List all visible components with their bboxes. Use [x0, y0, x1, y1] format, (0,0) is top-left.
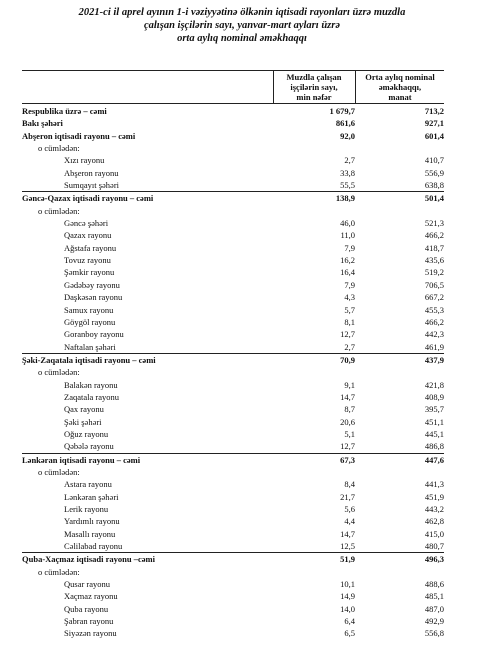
row-label: Siyəzən rayonu [64, 628, 117, 639]
column-header-salary [356, 72, 444, 102]
header-line: əməkhaqqı, [378, 82, 422, 92]
employees-value: 4,3 [344, 292, 355, 303]
salary-value: 927,1 [424, 118, 444, 129]
salary-value: 556,8 [424, 628, 444, 639]
employees-value: 7,9 [344, 279, 355, 290]
employees-value: 8,7 [344, 404, 355, 415]
table-row [22, 130, 444, 142]
row-label: Samux rayonu [64, 304, 114, 315]
table-row [22, 191, 444, 204]
row-label: o cümlədən: [38, 566, 80, 577]
salary-value: 435,6 [424, 255, 444, 266]
column-header-employees [274, 72, 354, 102]
row-label: Qəbələ rayonu [64, 441, 114, 452]
employees-value: 16,4 [340, 267, 355, 278]
employees-value: 5,7 [344, 304, 355, 315]
employees-value: 5,1 [344, 428, 355, 439]
employees-value: 5,6 [344, 504, 355, 514]
salary-value: 442,3 [424, 329, 444, 340]
salary-value: 462,8 [424, 516, 444, 527]
employees-value: 92,0 [340, 130, 355, 141]
salary-value: 488,6 [424, 579, 444, 590]
table-row [22, 515, 444, 527]
row-label: Cəlilabad rayonu [64, 541, 123, 552]
employees-value: 67,3 [340, 454, 355, 465]
salary-value: 455,3 [424, 304, 444, 315]
row-label: Goranboy rayonu [64, 329, 124, 340]
table-row [22, 217, 444, 229]
employees-value: 2,7 [344, 155, 355, 166]
employees-value: 16,2 [340, 255, 355, 266]
row-label: Ağstafa rayonu [64, 242, 117, 253]
employees-value: 14,7 [340, 528, 355, 539]
table-row [22, 105, 444, 117]
salary-value: 415,0 [424, 528, 444, 539]
salary-value: 445,1 [424, 428, 444, 439]
salary-value: 408,9 [424, 391, 444, 402]
salary-value: 486,8 [424, 441, 444, 452]
header-line: min nəfər [296, 92, 332, 102]
row-label: o cümlədən: [38, 205, 80, 216]
table-row [22, 179, 444, 191]
table-row [22, 304, 444, 316]
table-row [22, 254, 444, 266]
table-row [22, 391, 444, 403]
employees-value: 14,7 [340, 391, 355, 402]
employees-value: 138,9 [335, 193, 355, 204]
row-label: Lənkəran iqtisadi rayonu – cəmi [22, 454, 141, 465]
row-label: Abşeron iqtisadi rayonu – cəmi [22, 130, 136, 141]
table-row [22, 528, 444, 540]
table-row [22, 154, 444, 166]
table-row [22, 603, 444, 615]
table-row [22, 403, 444, 415]
salary-value: 451,1 [424, 416, 444, 427]
row-label: Naftalan şəhəri [64, 341, 116, 352]
employees-value: 1 679,7 [329, 106, 355, 116]
employees-value: 4,4 [344, 516, 355, 527]
table-row [22, 566, 444, 578]
table-row [22, 117, 444, 129]
row-label: Sumqayıt şəhəri [64, 180, 120, 191]
table-row [22, 552, 444, 565]
employees-value: 12,5 [340, 541, 355, 552]
employees-value: 12,7 [340, 441, 355, 452]
row-label: Göygöl rayonu [64, 316, 116, 327]
salary-value: 501,4 [424, 193, 444, 204]
employees-value: 33,8 [340, 167, 355, 178]
table-row [22, 379, 444, 391]
employees-value: 11,0 [340, 230, 355, 241]
salary-value: 480,7 [424, 541, 444, 552]
salary-value: 451,9 [424, 491, 444, 502]
employees-value: 14,9 [340, 591, 355, 602]
salary-value: 447,6 [424, 454, 444, 465]
employees-value: 861,6 [335, 118, 355, 129]
employees-value: 70,9 [340, 354, 355, 365]
row-label: Şəki şəhəri [64, 416, 102, 427]
row-label: Qusar rayonu [64, 579, 111, 590]
header-line: Orta aylıq nominal [365, 72, 435, 82]
row-label: Abşeron rayonu [64, 167, 119, 178]
row-label: o cümlədən: [38, 143, 80, 154]
salary-value: 466,2 [424, 230, 444, 241]
row-label: Respublika üzrə – cəmi [22, 106, 107, 116]
row-label: Şəmkir rayonu [64, 267, 115, 278]
table-row [22, 229, 444, 241]
table-row [22, 341, 444, 353]
salary-value: 443,2 [424, 504, 444, 514]
table-row [22, 205, 444, 217]
table-row [22, 503, 444, 515]
employees-value: 12,7 [340, 329, 355, 340]
title-line: orta aylıq nominal əməkhaqqı [177, 33, 307, 44]
header-line: Muzdla çalışan [286, 72, 342, 82]
employees-value: 9,1 [344, 379, 355, 390]
table-row [22, 279, 444, 291]
table-row [22, 416, 444, 428]
salary-value: 421,8 [424, 379, 444, 390]
row-label: Şabran rayonu [64, 616, 114, 627]
row-label: Gəncə-Qazax iqtisadi rayonu – cəmi [22, 193, 154, 204]
row-label: Lənkəran şəhəri [64, 491, 119, 502]
row-label: Qazax rayonu [64, 230, 112, 241]
table-title [0, 6, 484, 45]
salary-value: 461,9 [424, 341, 444, 352]
row-label: Oğuz rayonu [64, 428, 109, 439]
salary-value: 519,2 [424, 267, 444, 278]
salary-value: 556,9 [424, 167, 444, 178]
table-row [22, 266, 444, 278]
row-label: Xaçmaz rayonu [64, 591, 118, 602]
employees-value: 7,9 [344, 242, 355, 253]
salary-value: 667,2 [424, 292, 444, 303]
salary-value: 466,2 [424, 316, 444, 327]
employees-value: 21,7 [340, 491, 355, 502]
salary-value: 601,4 [424, 130, 444, 141]
title-line: 2021-ci il aprel ayının 1-i vəziyyətinə ölkənin iqtisadi rayonları üzrə muzdla [78, 7, 406, 18]
salary-value: 441,3 [424, 479, 444, 490]
table-row [22, 453, 444, 466]
row-label: o cümlədən: [38, 466, 80, 477]
table-row [22, 291, 444, 303]
row-label: Şəki-Zaqatala iqtisadi rayonu – cəmi [22, 354, 156, 365]
table-row [22, 478, 444, 490]
salary-value: 418,7 [424, 242, 444, 253]
header-top-rule [22, 70, 444, 71]
table-row [22, 316, 444, 328]
row-label: Tovuz rayonu [64, 255, 111, 266]
salary-value: 521,3 [424, 218, 444, 229]
row-label: Balakən rayonu [64, 379, 118, 390]
header-line: manat [388, 92, 412, 102]
salary-value: 492,9 [424, 616, 444, 627]
row-label: Gədəbəy rayonu [64, 279, 120, 290]
salary-value: 706,5 [424, 279, 444, 290]
row-label: Qax rayonu [64, 404, 104, 415]
table-row [22, 578, 444, 590]
employees-value: 2,7 [344, 341, 355, 352]
row-label: o cümlədən: [38, 367, 80, 378]
row-label: Astara rayonu [64, 479, 112, 490]
row-label: Daşkəsən rayonu [64, 292, 123, 303]
salary-value: 485,1 [424, 591, 444, 602]
table-row [22, 440, 444, 452]
table-row [22, 491, 444, 503]
employees-value: 8,1 [344, 316, 355, 327]
table-body [22, 105, 444, 640]
table-row [22, 328, 444, 340]
table-row [22, 167, 444, 179]
salary-value: 487,0 [424, 603, 444, 614]
table-row [22, 627, 444, 639]
table-row [22, 428, 444, 440]
row-label: Quba-Xaçmaz iqtisadi rayonu –cəmi [22, 554, 155, 565]
salary-value: 410,7 [424, 155, 444, 166]
row-label: Gəncə şəhəri [64, 218, 109, 229]
table-row [22, 615, 444, 627]
table-row [22, 366, 444, 378]
employees-value: 55,5 [340, 180, 355, 191]
table-row [22, 142, 444, 154]
employees-value: 8,4 [344, 479, 355, 490]
employees-value: 51,9 [340, 554, 355, 565]
header-bottom-rule [22, 103, 444, 104]
salary-value: 713,2 [424, 106, 444, 116]
table-row [22, 466, 444, 478]
employees-value: 10,1 [340, 579, 355, 590]
employees-value: 14,0 [340, 603, 355, 614]
title-line: çalışan işçilərin sayı, yanvar-mart ayları üzrə [143, 20, 340, 31]
employees-value: 20,6 [340, 416, 355, 427]
row-label: Zaqatala rayonu [64, 391, 119, 402]
salary-value: 395,7 [424, 404, 444, 415]
row-label: Xızı rayonu [64, 155, 105, 166]
row-label: Bakı şəhəri [22, 118, 63, 129]
row-label: Masallı rayonu [64, 528, 116, 539]
salary-value: 638,8 [424, 180, 444, 191]
row-label: Lerik rayonu [64, 504, 109, 514]
table-row [22, 590, 444, 602]
table-row [22, 540, 444, 552]
table-row [22, 242, 444, 254]
row-label: Yardımlı rayonu [64, 516, 120, 527]
row-label: Quba rayonu [64, 603, 109, 614]
employees-value: 6,5 [344, 628, 355, 639]
header-line: işçilərin sayı, [290, 82, 338, 92]
employees-value: 46,0 [340, 218, 355, 229]
salary-value: 496,3 [424, 554, 444, 565]
table-row [22, 353, 444, 366]
salary-value: 437,9 [424, 354, 444, 365]
employees-value: 6,4 [344, 616, 355, 627]
